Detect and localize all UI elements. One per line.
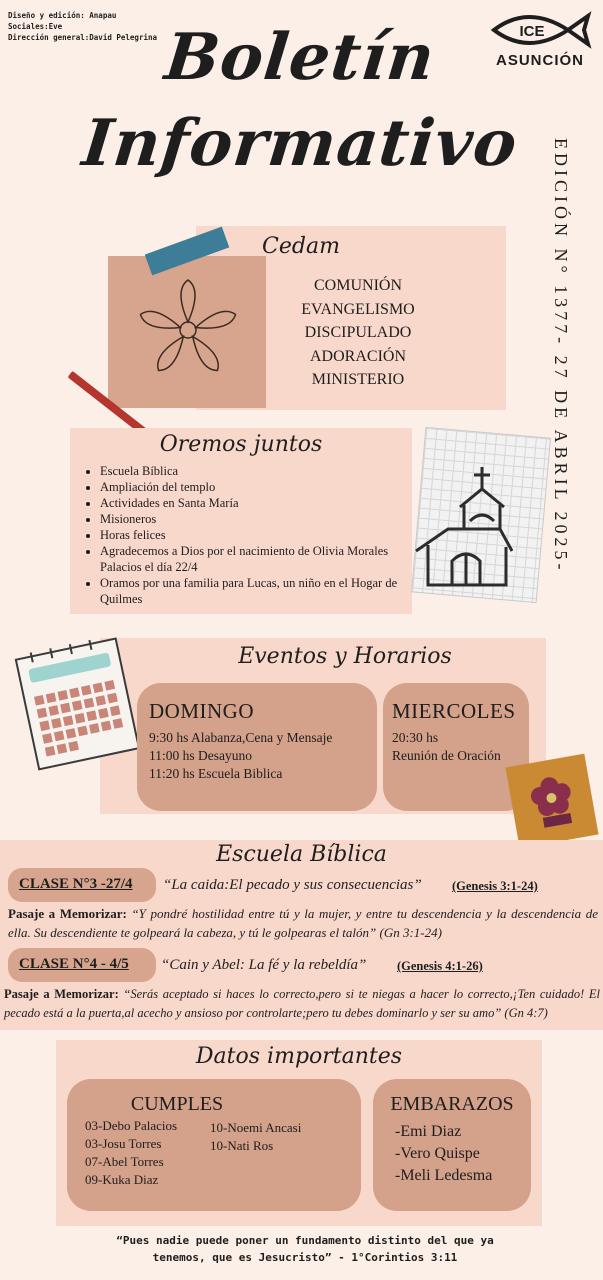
credits-social: Sociales:Eve <box>8 22 63 31</box>
logo-fish-text: ICE <box>519 23 545 40</box>
miercoles-box <box>383 683 529 811</box>
flower-icon <box>505 754 598 849</box>
kraft-paper-decoration <box>108 256 266 408</box>
datos-heading: Datos importantes <box>195 1044 403 1069</box>
clase4-passage-text: “Serás aceptado si haces lo correcto,pero si te niegas a hacer lo correcto,¡Ten cuidado! El pecado está a la puerta,al acecho y ansioso por controlarte;pero tu debes dominarlo y ser su amo” (Gn 4:7) <box>4 987 601 1020</box>
domingo-box <box>137 683 377 811</box>
edition-label: EDICIÓN N° 1377- 27 DE ABRIL 2025- <box>551 138 571 574</box>
embarazos-title: EMBARAZOS <box>390 1093 514 1115</box>
credits-design: Diseño y edición: Anapau <box>8 11 117 20</box>
oremos-item: • Horas felices <box>100 527 406 543</box>
clase4-title: “Cain y Abel: La fé y la rebeldía” <box>161 957 367 973</box>
cumples-col1 <box>85 1117 177 1189</box>
cedam-heading: Cedam <box>262 234 340 259</box>
cedam-item: DISCIPULADO <box>304 324 412 341</box>
oremos-item: • Misioneros <box>100 511 406 527</box>
cumples-item: 09-Kuka Diaz <box>85 1172 159 1187</box>
oremos-item: • Agradecemos a Dios por el nacimiento de Olivia Morales Palacios el día 22/4 <box>100 543 406 575</box>
quote-line1: “Pues nadie puede poner un fundamento distinto del que ya <box>116 1234 494 1247</box>
embarazos-list <box>395 1121 492 1187</box>
clase3-passage-text: “Y pondré hostilidad entre tú y la mujer, y entre tu descendencia y la descendencia de ella. Su descendiente te golpeará la cabeza, y tú le golpearas el talón” (Gn 3:1-24) <box>8 906 598 940</box>
miercoles-title: MIERCOLES <box>392 699 516 723</box>
clase3-reference: (Genesis 3:1-24) <box>452 879 538 893</box>
clase4-passage <box>4 985 600 1023</box>
cedam-list <box>268 274 448 392</box>
oremos-item: • Escuela Bíblica <box>100 463 406 479</box>
embarazos-box <box>373 1079 531 1211</box>
cedam-item: ADORACIÓN <box>310 347 406 365</box>
events-heading: Eventos y Horarios <box>238 644 452 669</box>
cumples-box <box>67 1079 361 1211</box>
domingo-line: 9:30 hs Alabanza,Cena y Mensaje <box>149 730 333 745</box>
oremos-heading: Oremos juntos <box>159 432 323 457</box>
domingo-title: DOMINGO <box>149 699 254 723</box>
miercoles-schedule <box>392 729 501 765</box>
clase3-passage-label: Pasaje a Memorizar: <box>8 906 127 921</box>
logo-city: ASUNCIÓN <box>495 52 584 69</box>
cumples-item: 07-Abel Torres <box>85 1154 164 1169</box>
clase3-label: CLASE N°3 -27/4 <box>19 876 133 892</box>
cumples-item: 03-Debo Palacios <box>85 1118 178 1133</box>
clase4-label: CLASE N°4 - 4/5 <box>19 956 129 972</box>
oremos-item: • Actividades en Santa María <box>100 495 406 511</box>
clase4-passage-label: Pasaje a Memorizar: <box>4 987 119 1001</box>
cumples-col2 <box>210 1119 301 1155</box>
cumples-title: CUMPLES <box>130 1093 224 1115</box>
cedam-item: EVANGELISMO <box>301 300 415 318</box>
embarazos-item: -Meli Ledesma <box>395 1167 493 1184</box>
page-title-line2: Informativo <box>78 106 522 181</box>
flower-card-decoration <box>505 754 598 849</box>
miercoles-line: 20:30 hs <box>392 730 439 745</box>
bible-quote <box>70 1232 540 1266</box>
flower-drawing-icon <box>108 256 266 408</box>
escuela-heading: Escuela Bíblica <box>216 842 387 867</box>
embarazos-item: -Vero Quispe <box>395 1145 480 1162</box>
domingo-line: 11:00 hs Desayuno <box>149 748 252 763</box>
quote-line2: tenemos, que es Jesucristo” - 1°Corintios 3:11 <box>152 1251 458 1264</box>
embarazos-item: -Emi Diaz <box>395 1123 462 1140</box>
cedam-item: COMUNIÓN <box>314 277 402 294</box>
page-title-line1: Boletín <box>161 20 439 95</box>
clase3-title: “La caida:El pecado y sus consecuencias” <box>163 877 422 893</box>
church-icon <box>408 455 518 595</box>
clase3-passage <box>8 904 598 942</box>
miercoles-line: Reunión de Oración <box>392 748 501 763</box>
cedam-item: MINISTERIO <box>311 371 405 388</box>
domingo-schedule <box>149 729 332 783</box>
cumples-item: 03-Josu Torres <box>85 1136 162 1151</box>
oremos-item: • Ampliación del templo <box>100 479 406 495</box>
oremos-list <box>84 463 406 607</box>
domingo-line: 11:20 hs Escuela Biblica <box>149 766 283 781</box>
credits-direction: Dirección general:David Pelegrina <box>8 33 158 42</box>
clase4-reference: (Genesis 4:1-26) <box>397 959 483 973</box>
cumples-item: 10-Noemi Ancasi <box>210 1120 302 1135</box>
oremos-item: • Oramos por una familia para Lucas, un niño en el Hogar de Quilmes <box>100 575 406 607</box>
cumples-item: 10-Nati Ros <box>210 1138 274 1153</box>
